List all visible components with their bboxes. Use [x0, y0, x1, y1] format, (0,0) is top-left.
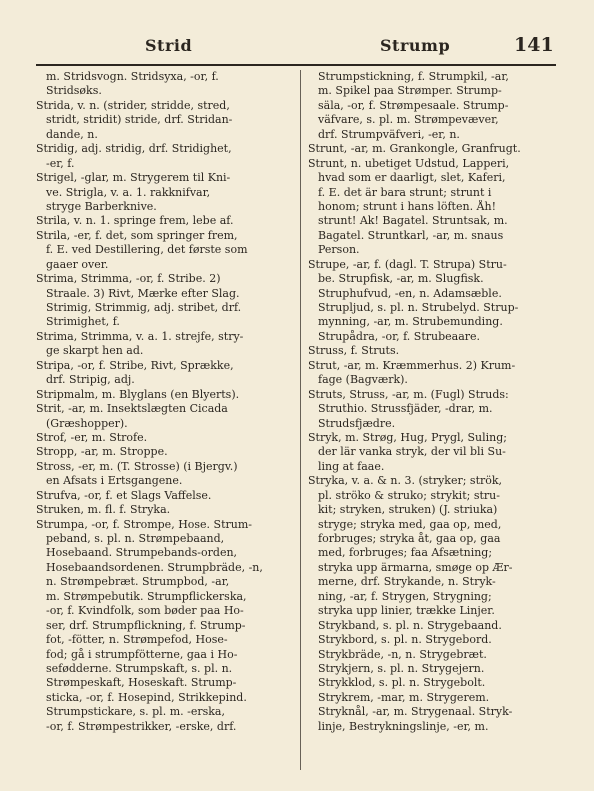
dictionary-line: Struts, Struss, -ar, m. (Fugl) Struds:: [308, 387, 509, 401]
dictionary-line: Strykband, s. pl. n. Strygebaand.: [318, 618, 502, 632]
dictionary-line: strunt! Ak! Bagatel. Struntsak, m.: [318, 214, 508, 228]
dictionary-line: f. E. ved Destillering, det første som: [46, 243, 248, 257]
header-right-guideword: Strump: [380, 36, 451, 55]
dictionary-line: linje, Bestrykningslinje, -er, m.: [318, 719, 489, 733]
dictionary-line: Struthio. Strussfjäder, -drar, m.: [318, 402, 493, 416]
dictionary-line: forbruges; stryka åt, gaa op, gaa: [318, 532, 501, 545]
header-left-guideword: Strid: [145, 36, 193, 55]
dictionary-line: Strykrem, -mar, m. Strygerem.: [318, 690, 490, 704]
dictionary-line: Strykbord, s. pl. n. Strygebord.: [318, 633, 492, 647]
dictionary-line: m. Strømpebutik. Strumpflickerska,: [46, 589, 247, 603]
dictionary-line: der lär vanka stryk, der vil bli Su-: [318, 445, 506, 459]
dictionary-line: ge skarpt hen ad.: [46, 344, 144, 358]
dictionary-line: Strykjern, s. pl. n. Strygejern.: [318, 661, 485, 675]
page-header: [0, 36, 594, 62]
dictionary-line: Strima, Strimma, -or, f. Stribe. 2): [36, 272, 221, 286]
dictionary-line: Stridig, adj. stridig, drf. Stridighet,: [36, 142, 232, 156]
dictionary-line: gaaer over.: [46, 257, 109, 271]
dictionary-line: Strykklod, s. pl. n. Strygebolt.: [318, 676, 486, 690]
dictionary-line: med, forbruges; faa Afsætning;: [318, 546, 493, 560]
dictionary-line: honom; strunt i hans löften. Åh!: [318, 199, 497, 213]
dictionary-line: Strida, v. n. (strider, stridde, stred,: [36, 98, 230, 112]
dictionary-line: stryka upp linier, trække Linjer.: [318, 604, 495, 618]
dictionary-line: Stryk, m. Strøg, Hug, Prygl, Suling;: [308, 430, 508, 444]
dictionary-line: stryge; stryka med, gaa op, med,: [318, 517, 502, 531]
dictionary-line: -or, f. Kvindfolk, som bøder paa Ho-: [46, 604, 244, 618]
dictionary-line: Struphufvud, -en, n. Adamsæble.: [318, 286, 502, 300]
dictionary-line: fot, -fötter, n. Strømpefod, Hose-: [46, 633, 228, 647]
page-number: 141: [514, 34, 554, 56]
dictionary-line: Struss, f. Struts.: [308, 344, 400, 358]
dictionary-line: Hosebaand. Strumpebands-orden,: [46, 546, 238, 560]
left-column: [36, 70, 296, 734]
right-column: [308, 70, 568, 734]
dictionary-line: Strumpstickning, f. Strumpkil, -ar,: [318, 70, 509, 83]
dictionary-line: -er, f.: [46, 156, 75, 170]
dictionary-line: stridt, stridit) stride, drf. Stridan-: [46, 113, 233, 127]
dictionary-line: kit; stryken, struken) (J. striuka): [318, 503, 498, 517]
dictionary-line: m. Spikel paa Strømper. Strump-: [318, 84, 502, 98]
dictionary-line: Strupljud, s. pl. n. Strubelyd. Strup-: [318, 301, 519, 314]
dictionary-line: Person.: [318, 243, 360, 257]
dictionary-line: Strima, Strimma, v. a. 1. strejfe, stry-: [36, 329, 244, 343]
dictionary-line: Strigel, -glar, m. Strygerem til Kni-: [36, 171, 231, 185]
dictionary-line: Strimig, Strimmig, adj. stribet, drf.: [46, 301, 242, 314]
dictionary-line: ning, -ar, f. Strygen, Strygning;: [318, 589, 492, 603]
dictionary-line: ve. Strigla, v. a. 1. rakknifvar,: [46, 185, 211, 199]
dictionary-line: sticka, -or, f. Hosepind, Strikkepind.: [46, 690, 247, 704]
dictionary-line: Stryka, v. a. & n. 3. (stryker; strök,: [308, 474, 503, 488]
dictionary-line: Strut, -ar, m. Kræmmerhus. 2) Krum-: [308, 358, 516, 372]
dictionary-line: m. Stridsvogn. Stridsyxa, -or, f.: [46, 70, 219, 83]
dictionary-line: Strimighet, f.: [46, 315, 120, 329]
dictionary-line: Straale. 3) Rivt, Mærke efter Slag.: [46, 286, 240, 300]
dictionary-line: Strunt, -ar, m. Grankongle, Granfrugt.: [308, 142, 521, 156]
dictionary-line: Strømpeskaft, Hoseskaft. Strump-: [46, 676, 237, 690]
dictionary-line: Strykbräde, -n, n. Strygebræt.: [318, 647, 487, 661]
dictionary-line: stryge Barberknive.: [46, 199, 157, 213]
dictionary-line: sefødderne. Strumpskaft, s. pl. n.: [46, 661, 233, 675]
dictionary-line: Stripmalm, m. Blyglans (en Blyerts).: [36, 387, 240, 401]
dictionary-line: mynning, -ar, m. Strubemunding.: [318, 315, 503, 329]
header-rule: [36, 64, 556, 66]
dictionary-line: Strit, -ar, m. Insektslægten Cicada: [36, 402, 228, 416]
dictionary-line: fod; gå i strumpfötterne, gaa i Ho-: [46, 647, 238, 661]
dictionary-line: väfvare, s. pl. m. Strømpevæver,: [318, 113, 499, 127]
dictionary-line: Stridsøks.: [46, 84, 102, 98]
dictionary-line: dande, n.: [46, 127, 98, 141]
dictionary-line: ser, drf. Strumpflickning, f. Strump-: [46, 618, 246, 632]
dictionary-line: Stryknål, -ar, m. Strygenaal. Stryk-: [318, 705, 513, 719]
dictionary-line: Strumpa, -or, f. Strompe, Hose. Strum-: [36, 517, 252, 531]
dictionary-line: merne, drf. Strykande, n. Stryk-: [318, 575, 496, 589]
dictionary-line: Strumpstickare, s. pl. m. -erska,: [46, 705, 225, 719]
dictionary-line: en Afsats i Ertsgangene.: [46, 474, 183, 488]
dictionary-line: Stripa, -or, f. Stribe, Rivt, Sprække,: [36, 358, 234, 372]
dictionary-line: säla, -or, f. Strømpesaale. Strump-: [318, 98, 509, 112]
dictionary-line: Stropp, -ar, m. Stroppe.: [36, 445, 168, 459]
dictionary-line: -or, f. Strømpestrikker, -erske, drf.: [46, 719, 237, 733]
dictionary-line: Strupe, -ar, f. (dagl. T. Strupa) Stru-: [308, 257, 507, 271]
dictionary-line: Hosebaandsordenen. Strumpbräde, -n,: [46, 560, 263, 574]
dictionary-line: Bagatel. Struntkarl, -ar, m. snaus: [318, 228, 504, 242]
dictionary-line: Stross, -er, m. (T. Strosse) (i Bjergv.): [36, 459, 238, 473]
dictionary-line: drf. Stripig, adj.: [46, 373, 135, 387]
dictionary-line: Strila, v. n. 1. springe frem, lebe af.: [36, 214, 234, 228]
dictionary-line: Strof, -er, m. Strofe.: [36, 430, 148, 444]
dictionary-line: peband, s. pl. n. Strømpebaand,: [46, 532, 225, 545]
dictionary-line: Strunt, n. ubetiget Udstud, Lapperi,: [308, 156, 510, 170]
dictionary-line: Strupådra, -or, f. Strubeaare.: [318, 329, 481, 343]
dictionary-line: f. E. det är bara strunt; strunt i: [318, 185, 492, 199]
dictionary-line: n. Strømpebræt. Strumpbod, -ar,: [46, 575, 230, 589]
dictionary-line: pl. ströko & struko; strykit; stru-: [318, 488, 500, 502]
dictionary-line: (Græshopper).: [46, 416, 128, 430]
dictionary-line: Strudsfjædre.: [318, 416, 396, 430]
dictionary-line: fage (Bagværk).: [318, 373, 408, 387]
column-divider: [300, 70, 301, 770]
dictionary-line: be. Strupfisk, -ar, m. Slugfisk.: [318, 272, 484, 286]
dictionary-line: stryka upp ärmarna, smøge op Ær-: [318, 560, 513, 574]
dictionary-line: hvad som er daarligt, slet, Kaferi,: [318, 171, 506, 185]
dictionary-line: drf. Strumpväfveri, -er, n.: [318, 127, 460, 141]
dictionary-line: Struken, m. fl. f. Stryka.: [36, 503, 171, 517]
dictionary-line: Strufva, -or, f. et Slags Vaffelse.: [36, 488, 212, 502]
dictionary-line: ling at faae.: [318, 459, 385, 473]
dictionary-line: Strila, -er, f. det, som springer frem,: [36, 228, 238, 242]
